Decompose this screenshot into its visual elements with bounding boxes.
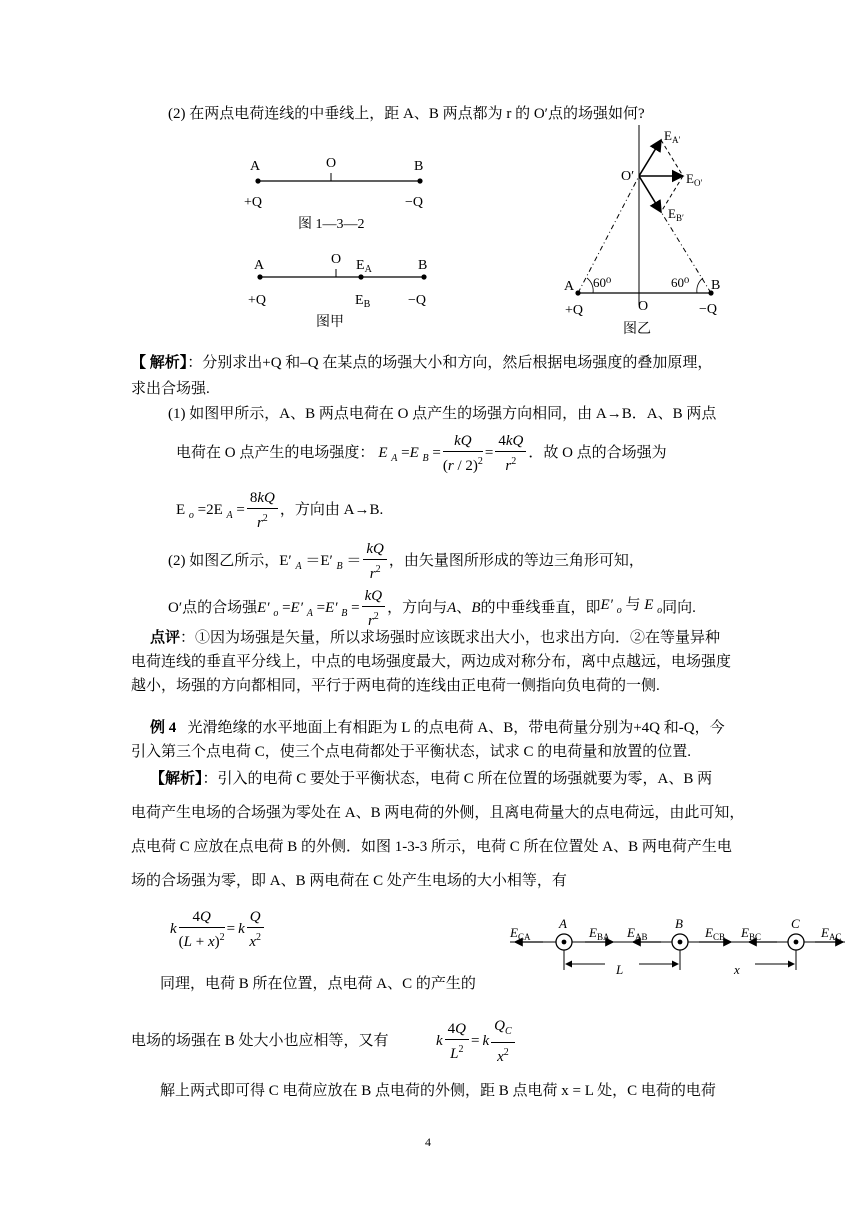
comment-label: 点评 bbox=[150, 630, 181, 646]
fig1-label-pq: +Q bbox=[244, 195, 263, 210]
jia-label-A: A bbox=[254, 258, 265, 273]
analysis2-line5: 同理，电荷 B 所在位置，点电荷 A、C 的产生的 bbox=[160, 976, 476, 992]
jia-label-EB-sub: B bbox=[363, 299, 371, 310]
part1-line3b: ，方向由 A→B. bbox=[279, 502, 384, 518]
part2-eo-prime: E′ $_o$ 与 E $_o$ bbox=[600, 597, 663, 616]
part2-line2 bbox=[168, 585, 696, 631]
yi-label-angle-left: 60⁰ bbox=[593, 275, 612, 290]
svg-text:ECB bbox=[704, 925, 725, 942]
svg-text:EB′ bbox=[668, 206, 684, 223]
fig3-label-x: x bbox=[734, 962, 740, 977]
jia-label-nq: −Q bbox=[408, 293, 427, 308]
part1-line2b: ．故 O 点的合场强为 bbox=[528, 445, 667, 461]
formula-ea-prime: E′ $_A$ ＝E′ $_B$ ＝ $\frac{kQ}{r^2}$ bbox=[279, 539, 389, 584]
yi-label-EO-sub: O′ bbox=[693, 178, 703, 188]
analysis2-line2: 电荷产生电场的合场强为零处在 A、B 两电荷的外侧，且离电荷量大的点电荷远，由此可知， bbox=[131, 805, 745, 821]
formula-ea-eb: E $_A$ =E $_B$ = $\frac{kQ}{(r / 2)^2}$ = $\frac{4kQ}{r^2}$ bbox=[378, 431, 528, 476]
yi-label-EO: E bbox=[686, 171, 694, 186]
yi-label-nq: −Q bbox=[699, 302, 718, 317]
fig3-EBC: E bbox=[741, 925, 749, 940]
question-2-title: (2) 在两点电荷连线的中垂线上，距 A、B 两点都为 r 的 O′点的场强如何? bbox=[168, 106, 645, 122]
part2-line2b: ，方向与 bbox=[387, 600, 448, 616]
yi-label-A: A bbox=[564, 279, 575, 294]
jia-label-EB: E bbox=[355, 293, 364, 308]
part1-line3 bbox=[176, 487, 383, 533]
page-number: 4 bbox=[425, 1135, 431, 1149]
svg-text:EBA bbox=[588, 925, 610, 942]
analysis1-label: 【 解析】 bbox=[131, 355, 188, 371]
fig3-EAB-sub: AB bbox=[634, 932, 648, 942]
formula-eo-prime: E′ $_o$ =E′ $_A$ =E′ $_B$ = $\frac{kQ}{r^2}$ bbox=[257, 586, 387, 631]
analysis2-text1: ：引入的电荷 C 要处于平衡状态，电荷 C 所在位置的场强就要为零，A、B 两 bbox=[202, 771, 713, 787]
fig3-EBC-sub: BC bbox=[748, 932, 761, 942]
example4-text1: 光滑绝缘的水平地面上有相距为 L 的点电荷 A、B，带电荷量分别为+4Q 和-Q，今 bbox=[187, 720, 725, 736]
part2-line2c: 的中垂线垂直，即 bbox=[480, 600, 601, 616]
part2-line2d: 同向. bbox=[662, 600, 696, 616]
example4-label: 例 4 bbox=[150, 720, 177, 736]
fig3-label-L: L bbox=[616, 962, 624, 977]
part2-line2a: O′点的合场强 bbox=[168, 600, 258, 616]
fig3-label-B: B bbox=[675, 916, 683, 931]
fig3-EAC: E bbox=[821, 925, 829, 940]
yi-label-EB: E bbox=[668, 206, 676, 221]
svg-text:EAC bbox=[820, 925, 841, 942]
yi-label-EB-sub: B′ bbox=[675, 213, 684, 223]
comment-line2: 电荷连线的垂直平分线上，中点的电场强度最大，两边成对称分布，离中点越远，电场强度 bbox=[131, 654, 732, 670]
comment-line3: 越小，场强的方向都相同，平行于两电荷的连线由正电荷一侧指向负电荷的一侧. bbox=[131, 678, 660, 694]
yi-label-EA: E bbox=[664, 128, 672, 143]
yi-label-pq: +Q bbox=[565, 303, 584, 318]
analysis2-line1 bbox=[150, 768, 712, 790]
svg-text:EBC bbox=[740, 925, 761, 942]
jia-label-EA: E bbox=[356, 258, 365, 273]
formula-balance-c: k $\frac{4Q}{(L + x)^2}$ = k $\frac{Q}{x^2}$ bbox=[170, 905, 266, 953]
jia-label-B: B bbox=[418, 258, 428, 273]
svg-text:EA′ bbox=[664, 128, 680, 145]
fig3-EBA-sub: BA bbox=[596, 932, 610, 942]
fig1-label-O: O bbox=[326, 156, 337, 171]
svg-text:EA bbox=[356, 258, 373, 275]
figure-1-3-3 bbox=[505, 912, 850, 980]
figure-yi bbox=[555, 120, 755, 345]
fig3-label-A: A bbox=[559, 916, 567, 931]
part1-line2 bbox=[176, 428, 667, 478]
analysis2-line6: 电场的场强在 B 处大小也应相等，又有 bbox=[131, 1033, 389, 1049]
fig3-EAC-sub: AC bbox=[828, 932, 842, 942]
jia-label-O: O bbox=[331, 252, 342, 267]
analysis2-label: 【解析】 bbox=[150, 771, 203, 787]
part2-ab: A、B bbox=[447, 600, 481, 616]
yi-label-Oprime: O′ bbox=[621, 169, 635, 184]
jia-label-pq: +Q bbox=[248, 293, 267, 308]
fig3-EBA: E bbox=[589, 925, 597, 940]
comment-line1 bbox=[150, 627, 720, 649]
formula-eo: E $_o$ =2E $_A$ = $\frac{8kQ}{r^2}$ bbox=[176, 488, 280, 533]
analysis2-line4: 场的合场强为零，即 A、B 两电荷在 C 处产生电场的大小相等，有 bbox=[131, 873, 567, 889]
jia-label-EA-sub: A bbox=[364, 264, 372, 275]
figure-1-3-2 bbox=[230, 140, 460, 340]
fig3-ECB: E bbox=[705, 925, 713, 940]
fig3-EAB: E bbox=[627, 925, 635, 940]
svg-text:EB bbox=[355, 293, 371, 310]
fig1-caption: 图 1—3—2 bbox=[298, 217, 365, 232]
svg-text:EAB bbox=[626, 925, 647, 942]
svg-text:ECA bbox=[509, 925, 531, 942]
formula-balance-b: k $\frac{4Q}{L^2}$ = k $\frac{Q_C}{x^2}$ bbox=[436, 1017, 517, 1065]
fig3-ECB-sub: CB bbox=[712, 932, 725, 942]
example4-line2: 引入第三个点电荷 C，使三个点电荷都处于平衡状态，试求 C 的电荷量和放置的位置. bbox=[131, 744, 692, 760]
yi-label-angle-right: 60⁰ bbox=[671, 275, 690, 290]
part2-line1b: ，由矢量图所形成的等边三角形可知， bbox=[388, 553, 644, 569]
part2-line1a: (2) 如图乙所示， bbox=[168, 553, 280, 569]
fig3-ECA: E bbox=[510, 925, 518, 940]
svg-text:EO′ bbox=[686, 171, 702, 188]
fig3-label-C: C bbox=[791, 916, 800, 931]
part2-line1 bbox=[168, 538, 644, 584]
yi-label-O: O bbox=[638, 299, 649, 314]
analysis2-line3: 点电荷 C 应放在点电荷 B 的外侧．如图 1-3-3 所示，电荷 C 所在位置处 A、B 两电荷产生电 bbox=[131, 839, 732, 855]
analysis1-line2: 求出合场强. bbox=[131, 381, 210, 397]
example4-line1 bbox=[150, 717, 725, 739]
fig1-label-B: B bbox=[414, 159, 424, 174]
analysis2-line7: 解上两式即可得 C 电荷应放在 B 点电荷的外侧，距 B 点电荷 x = L 处，C 电荷的电荷 bbox=[160, 1083, 716, 1099]
yi-caption: 图乙 bbox=[623, 322, 651, 337]
fig3-ECA-sub: CA bbox=[517, 932, 531, 942]
analysis1-text1: ：分别求出+Q 和–Q 在某点的场强大小和方向，然后根据电场强度的叠加原理， bbox=[187, 355, 713, 371]
fig1-label-A: A bbox=[250, 159, 261, 174]
fig1-label-nq: −Q bbox=[405, 195, 424, 210]
comment-text1: ：①因为场强是矢量，所以求场强时应该既求出大小，也求出方向．②在等量异种 bbox=[180, 630, 721, 646]
part1-line1: (1) 如图甲所示，A、B 两点电荷在 O 点产生的场强方向相同，由 A→B．A、B 两点 bbox=[168, 406, 717, 422]
yi-label-B: B bbox=[711, 278, 721, 293]
yi-label-EA-sub: A′ bbox=[671, 135, 681, 145]
part1-line2a: 电荷在 O 点产生的电场强度： bbox=[176, 445, 375, 461]
jia-caption: 图甲 bbox=[316, 315, 344, 330]
analysis1-line1 bbox=[131, 352, 712, 374]
